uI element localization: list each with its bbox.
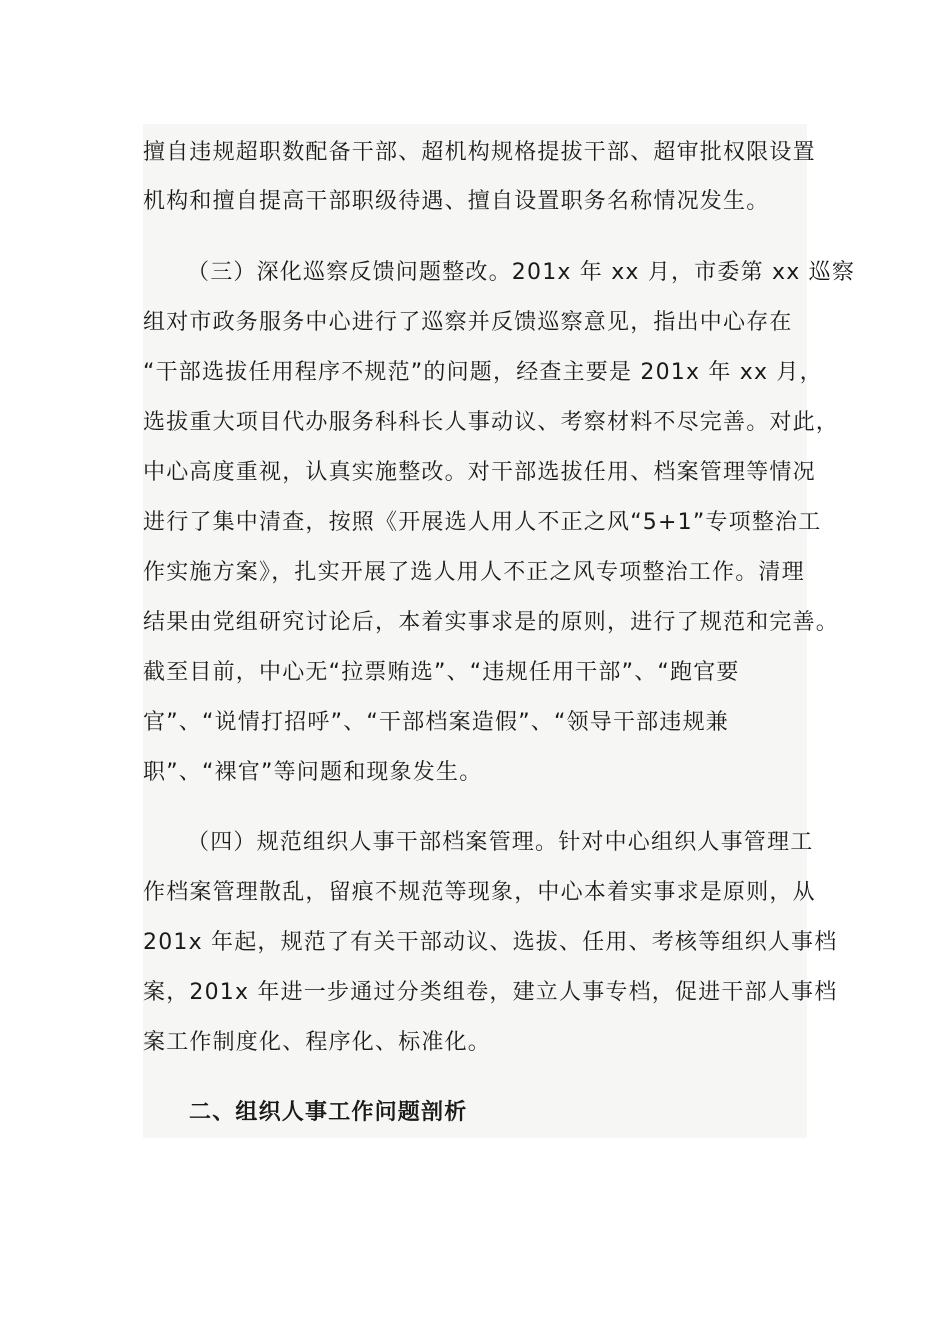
text-line: 官”、“说情打招呼”、“干部档案造假”、“领导干部违规兼 <box>143 710 729 735</box>
document-text-block <box>143 124 856 1138</box>
text-line: 案工作制度化、程序化、标准化。 <box>143 1030 492 1055</box>
text-line: “干部选拔任用程序不规范”的问题，经查主要是 201x 年 xx 月， <box>143 360 823 385</box>
text-line: 作档案管理散乱，留痕不规范等现象，中心本着实事求是原则，从 <box>143 880 816 905</box>
text-line: 擅自违规超职数配备干部、超机构规格提拔干部、超审批权限设置 <box>143 140 816 165</box>
text-line: 截至目前，中心无“拉票贿选”、“违规任用干部”、“跑官要 <box>143 660 740 685</box>
text-line: 中心高度重视，认真实施整改。对干部选拔任用、档案管理等情况 <box>143 460 816 485</box>
text-line: 结果由党组研究讨论后，本着实事求是的原则，进行了规范和完善。 <box>143 610 840 635</box>
text-line: 组对市政务服务中心进行了巡察并反馈巡察意见，指出中心存在 <box>143 310 793 335</box>
paragraph-3-start: （三）深化巡察反馈问题整改。201x 年 xx 月，市委第 xx 巡察 <box>187 260 856 285</box>
text-line: 进行了集中清查，按照《开展选人用人不正之风“5+1”专项整治工 <box>143 510 822 535</box>
text-line: 201x 年起，规范了有关干部动议、选拔、任用、考核等组织人事档 <box>143 930 838 955</box>
section-heading: 二、组织人事工作问题剖析 <box>189 1100 468 1125</box>
text-line: 职”、“裸官”等问题和现象发生。 <box>143 760 483 785</box>
text-line: 案，201x 年进一步通过分类组卷，建立人事专档，促进干部人事档 <box>143 980 838 1005</box>
text-line: 机构和擅自提高干部职级待遇、擅自设置职务名称情况发生。 <box>143 189 770 214</box>
text-line: 选拔重大项目代办服务科科长人事动议、考察材料不尽完善。对此， <box>143 410 840 435</box>
text-line: 作实施方案》，扎实开展了选人用人不正之风专项整治工作。清理 <box>143 560 805 585</box>
paragraph-4-start: （四）规范组织人事干部档案管理。针对中心组织人事管理工 <box>187 830 814 855</box>
